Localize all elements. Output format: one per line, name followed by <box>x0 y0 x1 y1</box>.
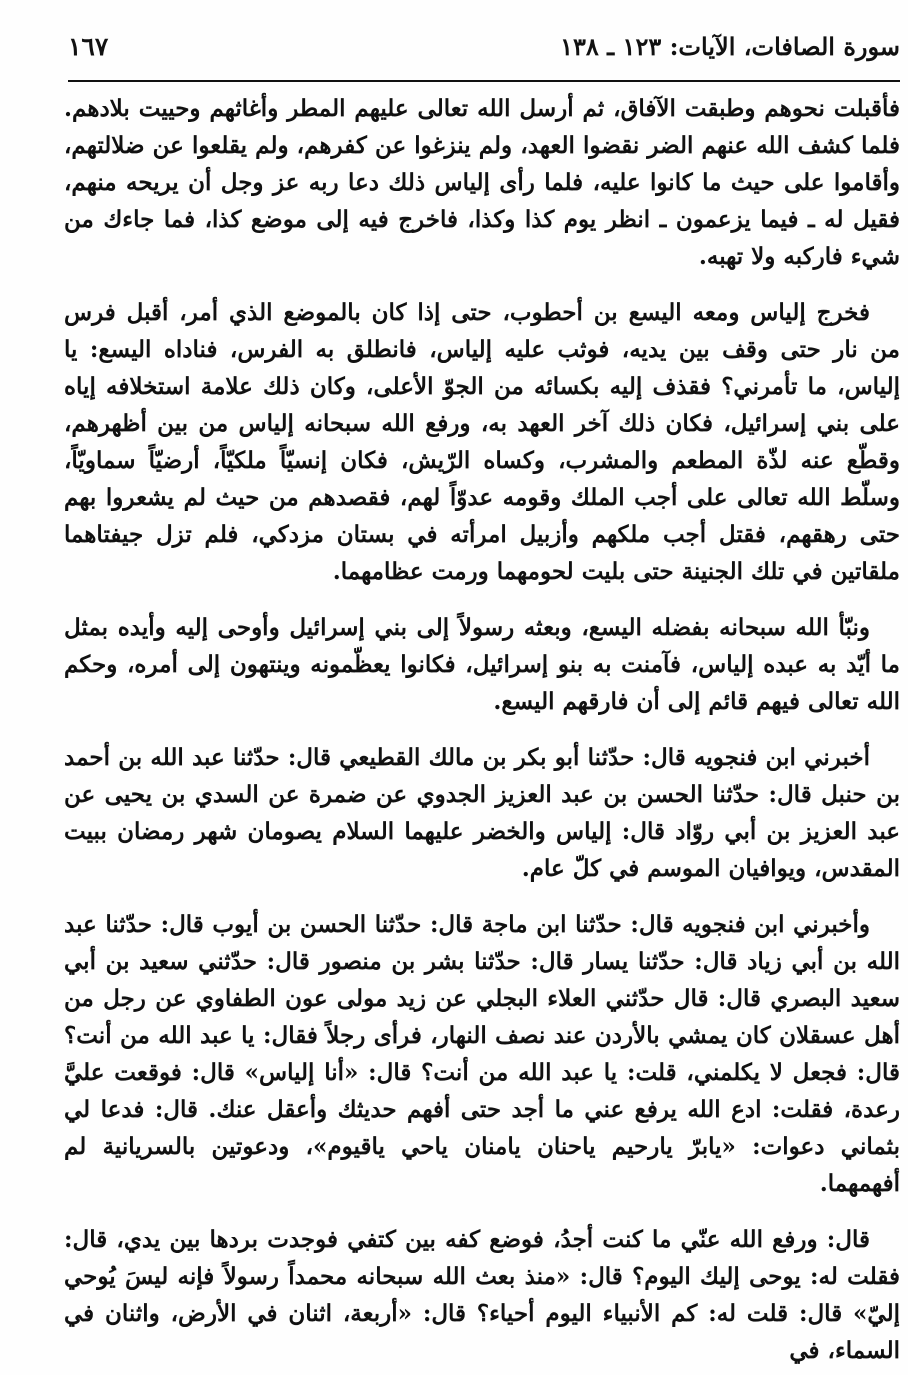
paragraph: ونبّأ الله سبحانه بفضله اليسع، وبعثه رسولاً إلى بني إسرائيل وأوحى إليه وأيده بمثل ما أيّد به عبده إلياس، فآمنت به بنو إسرائيل، فكانوا يعظّمونه وينتهون إلى أمره، وحكم الله تعالى فيهم قائم إلى أن فارقهم اليسع. <box>64 614 900 715</box>
running-title: سورة الصافات، الآيات: ١٢٣ ـ ١٣٨ <box>560 32 900 61</box>
paragraph: فأقبلت نحوهم وطبقت الآفاق، ثم أرسل الله تعالى عليهم المطر وأغاثهم وحييت بلادهم. فلما كشف الله عنهم الضر نقضوا العهد، ولم ينزغوا عن كفرهم، ولم يقلعوا عن ضلالتهم، وأقاموا على حيث ما كانوا عليه، فلما رأى إلياس ذلك دعا ربه عز وجل أن يريحه منهم، فقيل له ـ فيما يزعمون ـ انظر يوم كذا وكذا، فاخرج فيه إلى موضع كذا، فما جاءك من شيء فاركبه ولا تهبه. <box>64 95 900 270</box>
paragraph: قال: ورفع الله عنّي ما كنت أجدُ، فوضع كفه بين كتفي فوجدت بردها بين يدي، قال: فقلت له: يوحى إليك اليوم؟ قال: «منذ بعث الله سبحانه محمداً رسولاً فإنه ليسَ يُوحي إليّ» قال: قلت له: كم الأنبياء اليوم أحياء؟ قال: «أربعة، اثنان في الأرض، واثنان في السماء، في <box>64 1226 900 1364</box>
page-number: ١٦٧ <box>68 32 109 61</box>
body-text <box>64 90 900 1388</box>
page-header <box>68 32 900 78</box>
header-divider <box>68 80 900 82</box>
paragraph: أخبرني ابن فنجويه قال: حدّثنا أبو بكر بن مالك القطيعي قال: حدّثنا عبد الله بن أحمد بن حنبل قال: حدّثنا الحسن بن عبد العزيز الجدوي عن ضمرة عن السدي بن يحيى عن عبد العزيز بن أبي روّاد قال: إلياس والخضر عليهما السلام يصومان شهر رمضان ببيت المقدس، ويوافيان الموسم في كلّ عام. <box>64 744 900 882</box>
paragraph: وأخبرني ابن فنجويه قال: حدّثنا ابن ماجة قال: حدّثنا الحسن بن أيوب قال: حدّثنا عبد الله بن أبي زياد قال: حدّثنا يسار قال: حدّثنا بشر بن منصور قال: حدّثني سعيد بن أبي سعيد البصري قال: قال حدّثني العلاء البجلي عن زيد مولى عون الطفاوي عن رجل من أهل عسقلان كان يمشي بالأردن عند نصف النهار، فرأى رجلاً فقال: يا عبد الله من أنت؟ قال: فجعل لا يكلمني، قلت: يا عبد الله من أنت؟ قال: «أنا إلياس» قال: فوقعت عليَّ رعدة، فقلت: ادع الله يرفع عني ما أجد حتى أفهم حديثك وأعقل عنك. قال: فدعا لي بثماني دعوات: «يابرّ يارحيم ياحنان يامنان ياحي ياقيوم»، ودعوتين بالسريانية لم أفهمهما. <box>64 911 900 1197</box>
paragraph: فخرج إلياس ومعه اليسع بن أحطوب، حتى إذا كان بالموضع الذي أمر، أقبل فرس من نار حتى وقف بين يديه، فوثب عليه إلياس، فانطلق به الفرس، فناداه اليسع: يا إلياس، ما تأمرني؟ فقذف إليه بكسائه من الجوّ الأعلى، وكان ذلك علامة استخلافه إياه على بني إسرائيل، فكان ذلك آخر العهد به، ورفع الله سبحانه إلياس من بين أظهرهم، وقطّع عنه لذّة المطعم والمشرب، وكساه الرّيش، فكان إنسيّاً ملكيّاً، أرضيّاً سماويّاً، وسلّط الله تعالى على أجب الملك وقومه عدوّاً لهم، فقصدهم من حيث لم يشعروا بهم حتى رهقهم، فقتل أجب ملكهم وأزبيل امرأته في بستان مزدكي، فلم تزل جيفتاهما ملقاتين في تلك الجنينة حتى بليت لحومهما ورمت عظامهما. <box>64 299 900 585</box>
